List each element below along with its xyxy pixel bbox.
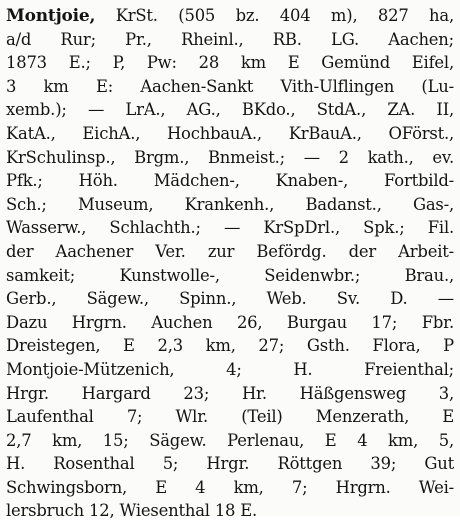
entry-line-15: Dreistegen, E 2,3 km, 27; Gsth. Flora, P <box>6 336 454 356</box>
entry-line-6: KatA., EichA., HochbauA., KrBauA., OFörst., <box>6 123 454 143</box>
entry-line-20: H. Rosenthal 5; Hrgr. Röttgen 39; Gut <box>6 454 454 474</box>
entry-line-text: KrSt. (505 bz. 404 m), 827 ha, <box>95 6 454 25</box>
entry-line-16: Montjoie-Mützenich, 4; H. Freienthal; <box>6 359 454 379</box>
entry-line-17: Hrgr. Hargard 23; Hr. Häßgensweg 3, <box>6 383 454 403</box>
entry-line-12: samkeit; Kunstwolle-, Seidenwbr.; Brau., <box>6 265 454 285</box>
entry-line-1 <box>6 4 454 28</box>
entry-line-4: 3 km E: Aachen-Sankt Vith-Ulflingen (Lu- <box>6 76 454 96</box>
entry-line-21: Schwingsborn, E 4 km, 7; Hrgrn. Wei- <box>6 477 454 497</box>
entry-line-8: Pfk.; Höh. Mädchen-, Knaben-, Fortbild- <box>6 171 454 191</box>
entry-line-7: KrSchulinsp., Brgm., Bnmeist.; — 2 kath., ev. <box>6 147 454 167</box>
gazetteer-entry-montjoie <box>6 4 454 523</box>
entry-line-14: Dazu Hrgrn. Auchen 26, Burgau 17; Fbr. <box>6 312 454 332</box>
entry-line-10: Wasserw., Schlachth.; — KrSpDrl., Spk.; Fil. <box>6 218 454 238</box>
entry-line-3: 1873 E.; P, Pw: 28 km E Gemünd Eifel, <box>6 53 454 73</box>
entry-line-2: a/d Rur; Pr., Rheinl., RB. LG. Aachen; <box>6 29 454 49</box>
entry-line-9: Sch.; Museum, Krankenh., Badanst., Gas-, <box>6 194 454 214</box>
entry-line-13: Gerb., Sägew., Spinn., Web. Sv. D. — <box>6 289 454 309</box>
entry-line-5: xemb.); — LrA., AG., BKdo., StdA., ZA. II, <box>6 100 454 120</box>
entry-line-11: der Aachener Ver. zur Befördg. der Arbeit- <box>6 241 454 261</box>
entry-line-22: lersbruch 12, Wiesenthal 18 E. <box>6 501 258 521</box>
entry-line-18: Laufenthal 7; Wlr. (Teil) Menzerath, E <box>6 407 454 427</box>
entry-line-19: 2,7 km, 15; Sägew. Perlenau, E 4 km, 5, <box>6 430 454 450</box>
entry-headword: Montjoie, <box>6 6 96 26</box>
